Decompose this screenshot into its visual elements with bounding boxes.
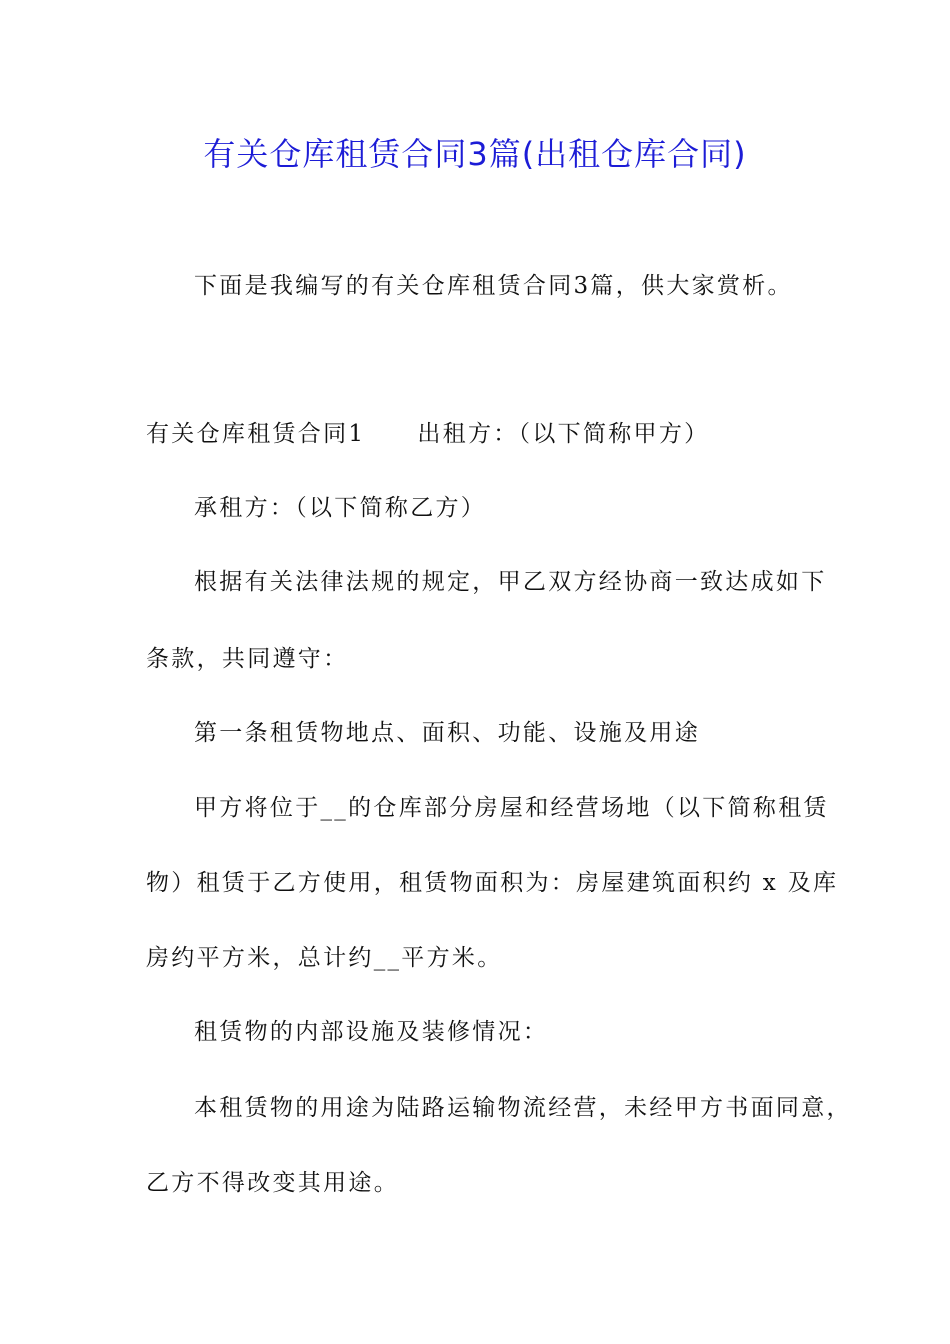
- paragraph-2-line-2: 物）租赁于乙方使用，租赁物面积为：房屋建筑面积约 x 及库: [146, 870, 839, 896]
- section-heading: 有关仓库租赁合同1: [146, 421, 366, 447]
- document-title: 有关仓库租赁合同3篇(出租仓库合同): [203, 135, 747, 173]
- section-heading-line: [146, 416, 709, 452]
- paragraph-4-line-1: 本租赁物的用途为陆路运输物流经营，未经甲方书面同意，: [194, 1095, 852, 1121]
- paragraph-2-line-3: 房约平方米，总计约__平方米。: [146, 945, 503, 971]
- paragraph-1-line-1: 根据有关法律法规的规定，甲乙双方经协商一致达成如下: [194, 569, 827, 595]
- article-1-heading: 第一条租赁物地点、面积、功能、设施及用途: [194, 720, 700, 746]
- lessor-line: 出租方：（以下简称甲方）: [417, 421, 710, 447]
- paragraph-1-line-2: 条款，共同遵守：: [146, 646, 349, 672]
- paragraph-2-line-1: 甲方将位于__的仓库部分房屋和经营场地（以下简称租赁: [194, 795, 829, 821]
- lessee-line: 承租方：（以下简称乙方）: [194, 495, 487, 521]
- paragraph-3: 租赁物的内部设施及装修情况：: [194, 1019, 549, 1045]
- paragraph-4-line-2: 乙方不得改变其用途。: [146, 1170, 399, 1196]
- intro-paragraph: 下面是我编写的有关仓库租赁合同3篇，供大家赏析。: [194, 273, 793, 299]
